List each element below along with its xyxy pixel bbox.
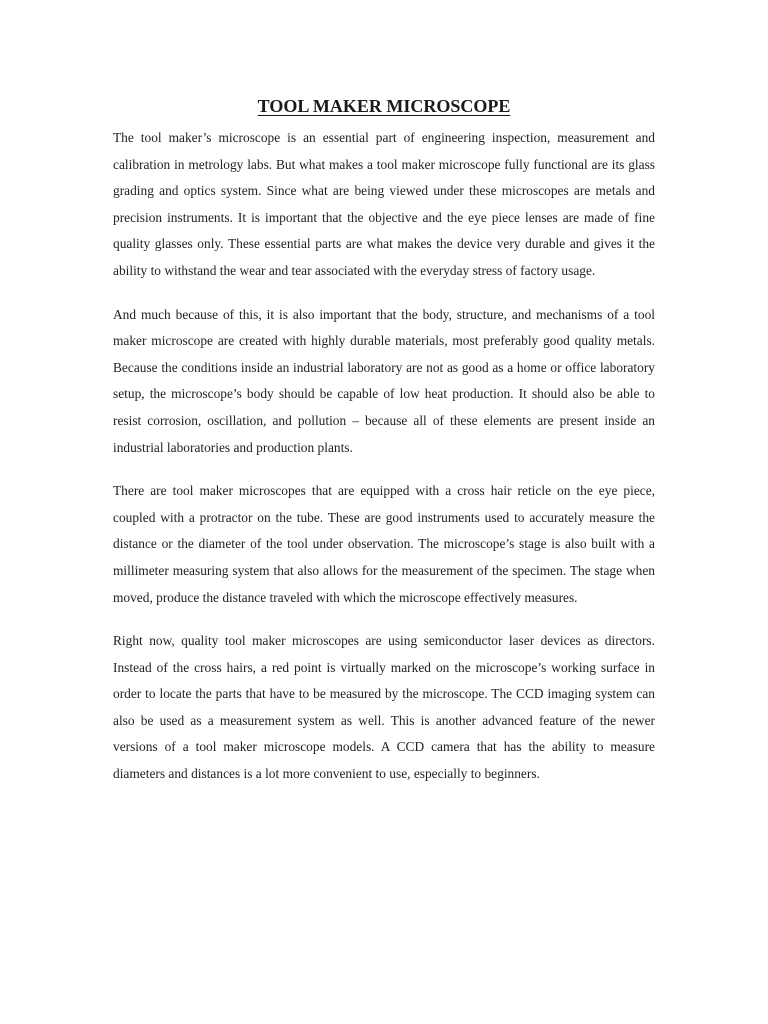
paragraph-3: There are tool maker microscopes that are equipped with a cross hair reticle on the eye piece, coupled with a protractor on the tube. These are good instruments used to accurately measure the distance or the diameter of the tool under observation. The microscope’s stage is also built with a millimeter measuring system that also allows for the measurement of the specimen. The stage when moved, produce the distance traveled with which the microscope effectively measures. <box>113 483 655 605</box>
paragraph-1: The tool maker’s microscope is an essential part of engineering inspection, measurement and calibration in metrology labs. But what makes a tool maker microscope fully functional are its glass grading and optics system. Since what are being viewed under these microscopes are metals and precision instruments. It is important that the objective and the eye piece lenses are made of fine quality glasses only. These essential parts are what makes the device very durable and gives it the ability to withstand the wear and tear associated with the everyday stress of factory usage. <box>113 130 655 278</box>
document-title: TOOL MAKER MICROSCOPE <box>257 96 511 116</box>
document-body <box>113 94 655 805</box>
paragraph-2: And much because of this, it is also important that the body, structure, and mechanisms of a tool maker microscope are created with highly durable materials, most preferably good quality metals. Because the conditions inside an industrial laboratory are not as good as a home or office laboratory setup, the microscope’s body should be capable of low heat production. It should also be able to resist corrosion, oscillation, and pollution – because all of these elements are present inside an industrial laboratories and production plants. <box>113 306 655 455</box>
paragraph-4: Right now, quality tool maker microscopes are using semiconductor laser devices as directors. Instead of the cross hairs, a red point is virtually marked on the microscope’s working surface in order to locate the parts that have to be measured by the microscope. The CCD imaging system can also be used as a measurement system as well. This is another advanced feature of the newer versions of a tool maker microscope models. A CCD camera that has the ability to measure diameters and distances is a lot more convenient to use, especially to beginners. <box>113 633 655 782</box>
